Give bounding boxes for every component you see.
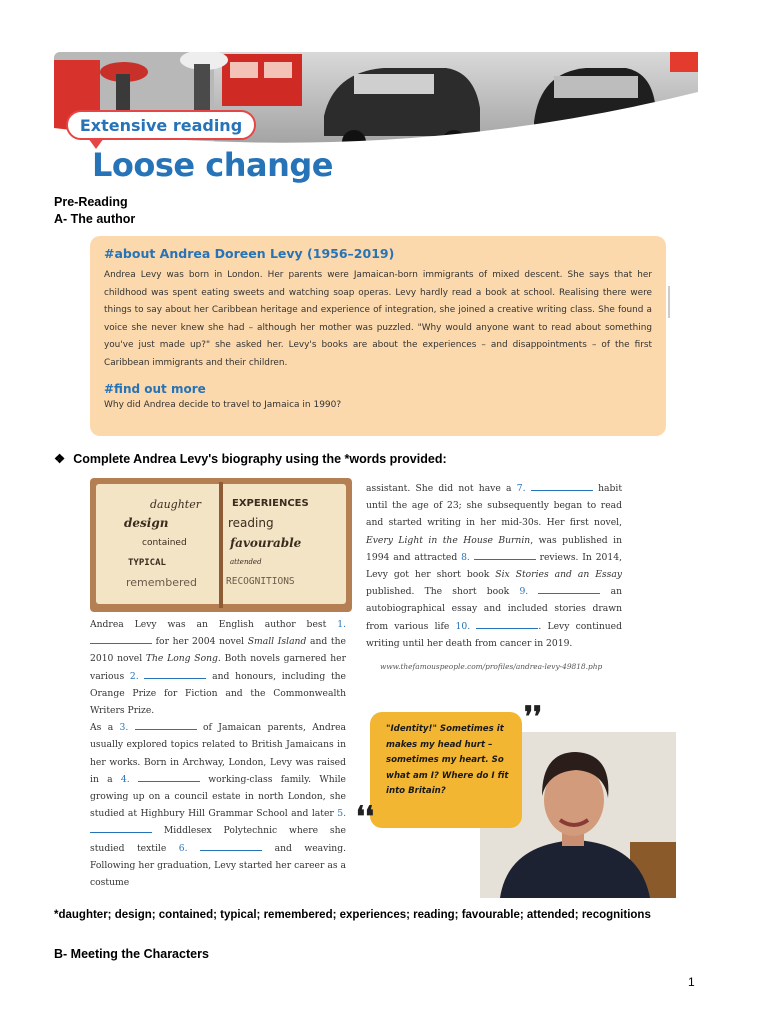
biography-paragraph-3: assistant. She did not have a 7. habit until the age of 23; she subsequently began to read and started writing in her mid-30s. Her first novel, Every Light in the House Burnin, was published in 1994 and attracted 8. reviews. In 2014, Levy got her short book Six Stories and an Essay published. The short book 9. an autobiographical essay and included stories drawn from various life 10. . Levy continued writing until her death from cancer in 2019. [366,483,623,649]
open-quote-icon: ❛❛ [356,800,375,833]
page-title: Loose change [92,146,333,184]
biography-paragraph-1: Andrea Levy was an English author best 1. for her 2004 novel Small Island and the 2010 novel The Long Song. Both novels garnered her various 2. and honours, including the Orange Prize for Fiction and the Commonwealth Writers Prize. [90,619,346,717]
gap-number-9: 9. [519,586,529,598]
blank-1[interactable] [90,635,152,644]
word-typical: TYPICAL [128,558,166,568]
blank-8[interactable] [474,551,536,560]
blank-7[interactable] [531,482,593,491]
about-author-box [90,236,666,436]
blank-3[interactable] [135,721,197,730]
gap-number-2: 2. [129,670,139,682]
word-experiences: EXPERIENCES [232,498,309,509]
blank-6[interactable] [200,842,262,851]
blank-2[interactable] [144,670,206,679]
find-out-more-question: Why did Andrea decide to travel to Jamaica in 1990? [104,400,342,410]
gap-number-3: 3. [119,722,129,734]
biography-paragraph-2: As a 3. of Jamaican parents, Andrea usually explored topics related to British Jamaicans in her works. Born in Archway, London, Levy was raised in a 4. working-class family. While growing up on a council estate in north London, she studied at Highbury Hill Grammar School and later 5. Middlesex Polytechnic where she studied textile 6. and weaving. Following her graduation, Levy started her career as a costume [90,722,347,889]
word-attended: attended [230,558,262,566]
diamond-bullet-icon: ❖ [54,452,66,466]
extensive-reading-badge [66,110,256,140]
blank-5[interactable] [90,824,152,833]
header-banner-image [54,52,698,160]
margin-mark [668,286,670,318]
biography-right-column [366,480,622,652]
word-reading: reading [228,516,274,530]
word-design: design [124,516,169,530]
word-daughter: daughter [150,498,201,511]
word-list: *daughter; design; contained; typical; remembered; experiences; reading; favourable; attended; recognitions [54,909,651,921]
pre-reading-heading: Pre-Reading [54,195,128,209]
gap-number-7: 7. [516,483,526,494]
gap-number-4: 4. [120,773,130,785]
biography-left-column [90,616,346,891]
gap-number-5: 5. [337,808,346,820]
gap-number-8: 8. [461,551,470,563]
word-book-image [90,478,352,612]
about-body: Andrea Levy was born in London. Her parents were Jamaican-born immigrants of mixed descent. She says that her childhood was spent eating sweets and watching soap operas. Levy hardly read a book at school. Realising there were things to say about her Caribbean heritage and experience of integration, she joined a creative writing class. She found a voice she never knew she had – although her mother was puzzled. "Why would anyone want to read about something you've just made up?" she asked her. Levy's books are about the experiences – and disappointments – of the first Caribbean immigrants and their children. [104,270,652,368]
characters-heading: B- Meeting the Characters [54,947,209,961]
gap-number-10: 10. [455,620,471,632]
word-favourable: favourable [230,536,302,550]
word-recognitions: RECOGNITIONS [226,576,295,587]
gap-number-1: 1. [337,619,346,630]
close-quote-icon: ❜❜ [524,700,543,733]
blank-9[interactable] [538,585,600,594]
word-remembered: remembered [126,576,198,589]
source-citation: www.thefamouspeople.com/profiles/andrea-levy-49818.php [380,662,603,671]
word-contained: contained [142,538,187,548]
book-spine [219,482,223,608]
exercise-instruction [54,451,447,466]
quote-bubble [370,712,522,828]
blank-10[interactable] [476,620,538,629]
find-out-more-heading: #find out more [104,382,206,396]
instruction-text: Complete Andrea Levy's biography using the *words provided: [73,452,447,466]
gap-number-6: 6. [178,842,188,854]
about-heading: #about Andrea Doreen Levy (1956–2019) [104,246,395,261]
author-heading: A- The author [54,212,136,226]
quote-text: "Identity!" Sometimes it makes my head hurt – sometimes my heart. So what am I? Where do I fit into Britain? [386,724,509,797]
page-number: 1 [688,975,695,989]
badge-label: Extensive reading [79,115,243,135]
blank-4[interactable] [138,773,200,782]
